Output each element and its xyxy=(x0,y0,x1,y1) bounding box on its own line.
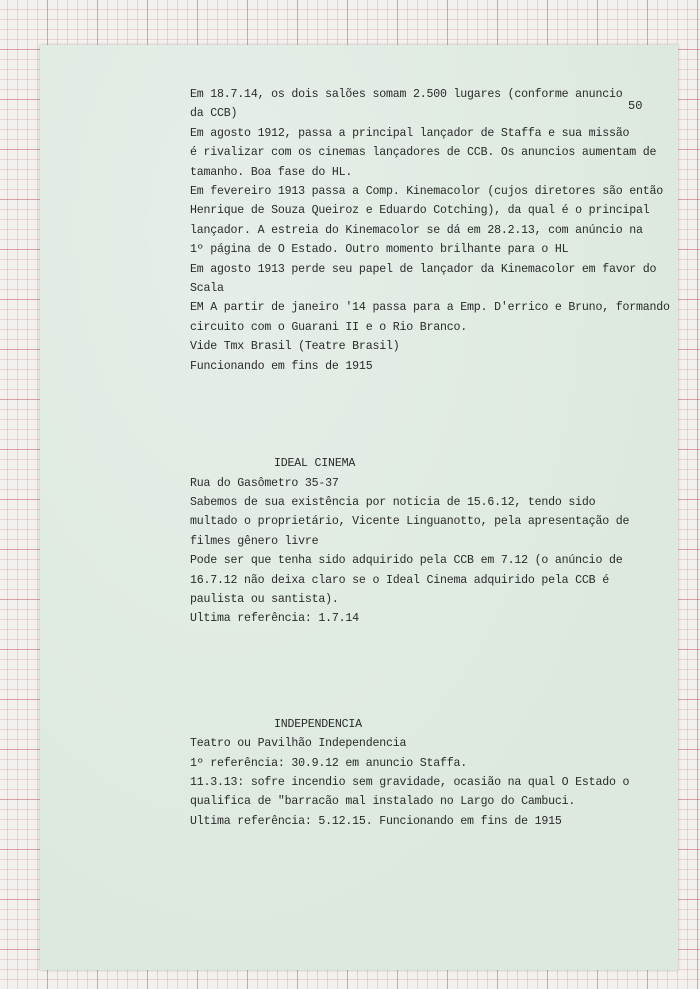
text-line: Pode ser que tenha sido adquirido pela CCB em 7.12 (o anúncio de xyxy=(190,554,623,568)
text-line: Ultima referência: 1.7.14 xyxy=(190,612,359,626)
text-line: tamanho. Boa fase do HL. xyxy=(190,165,353,179)
section-title: INDEPENDENCIA xyxy=(274,717,362,731)
text-line: é rivalizar com os cinemas lançadores de CCB. Os anuncios aumentam de xyxy=(190,146,657,160)
text-line: Vide Tmx Brasil (Teatre Brasil) xyxy=(190,340,400,354)
text-line: multado o proprietário, Vicente Linguanotto, pela apresentação de xyxy=(190,515,630,529)
text-line: EM A partir de janeiro '14 passa para a Emp. D'errico e Bruno, formando xyxy=(190,301,670,315)
text-line: Ultima referência: 5.12.15. Funcionando em fins de 1915 xyxy=(190,814,562,828)
text-line: Em agosto 1912, passa a principal lançador de Staffa e sua missão xyxy=(190,126,630,140)
text-line: da CCB) xyxy=(190,107,238,121)
typed-document xyxy=(190,85,670,831)
text-line: filmes gênero livre xyxy=(190,534,319,548)
section-ideal-cinema xyxy=(190,454,670,629)
text-line: 11.3.13: sofre incendio sem gravidade, ocasião na qual O Estado o xyxy=(190,775,630,789)
text-line: Em agosto 1913 perde seu papel de lançador da Kinemacolor em favor do xyxy=(190,262,657,276)
section-hl xyxy=(190,85,670,376)
text-line: lançador. A estreia do Kinemacolor se dá em 28.2.13, com anúncio na xyxy=(190,223,643,237)
text-line: Henrique de Souza Queiroz e Eduardo Cotching), da qual é o principal xyxy=(190,204,650,218)
text-line: circuito com o Guarani II e o Rio Branco. xyxy=(190,320,468,334)
text-line: Sabemos de sua existência por noticia de 15.6.12, tendo sido xyxy=(190,495,596,509)
section-independencia xyxy=(190,715,670,831)
text-line: Teatro ou Pavilhão Independencia xyxy=(190,737,407,751)
text-line: Em fevereiro 1913 passa a Comp. Kinemacolor (cujos diretores são então xyxy=(190,185,664,199)
text-line: Funcionando em fins de 1915 xyxy=(190,359,373,373)
text-line: 16.7.12 não deixa claro se o Ideal Cinema adquirido pela CCB é xyxy=(190,573,609,587)
section-title: IDEAL CINEMA xyxy=(274,457,356,471)
text-line: Scala xyxy=(190,282,224,296)
text-line: paulista ou santista). xyxy=(190,592,339,606)
page-number: 50 xyxy=(628,99,643,113)
text-line: Rua do Gasômetro 35-37 xyxy=(190,476,339,490)
text-line: qualifica de "barracão mal instalado no Largo do Cambuci. xyxy=(190,795,576,809)
text-line: 1º página de O Estado. Outro momento brilhante para o HL xyxy=(190,243,569,257)
text-line: 1º referência: 30.9.12 em anuncio Staffa. xyxy=(190,756,468,770)
text-line: Em 18.7.14, os dois salões somam 2.500 lugares (conforme anuncio xyxy=(190,88,623,101)
